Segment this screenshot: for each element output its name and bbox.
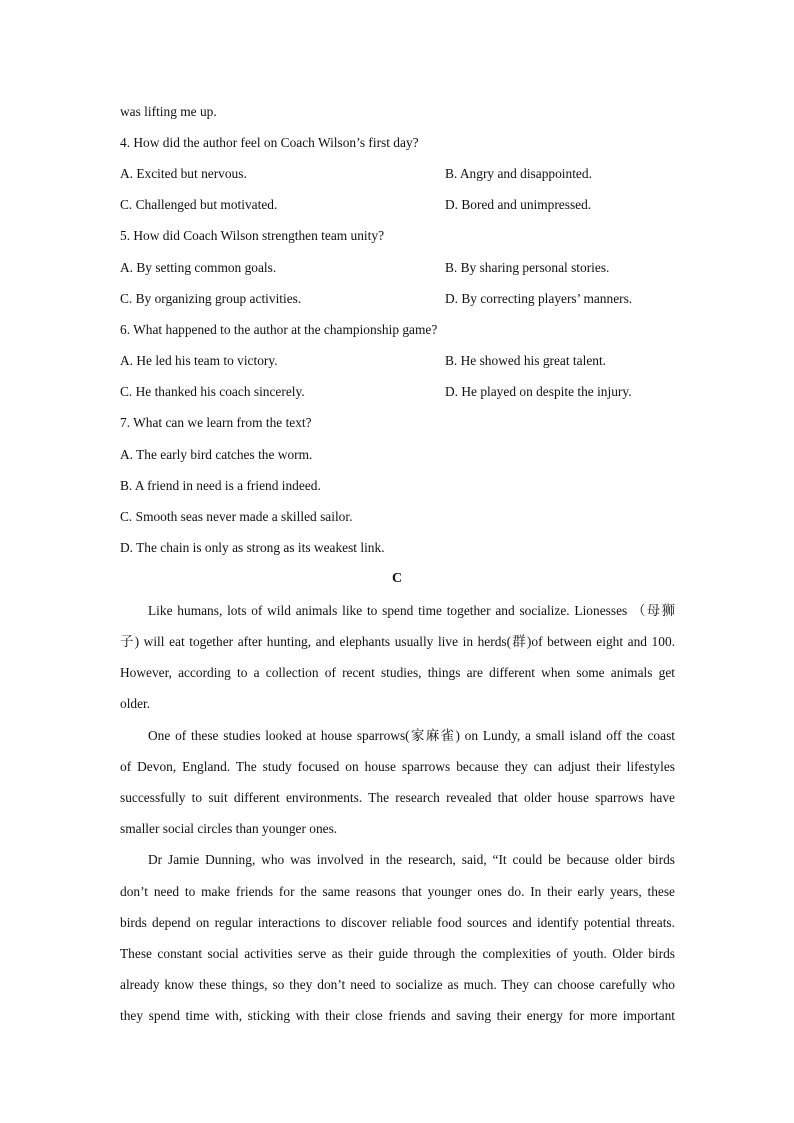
passage-paragraph-3-line: birds depend on regular interactions to discover reliable food sources and identify potential threats.	[120, 915, 675, 930]
passage-paragraph-1-line: older.	[120, 696, 151, 711]
question-6-option-b: B. He showed his great talent.	[445, 353, 607, 368]
previous-passage-ending: was lifting me up.	[120, 104, 217, 119]
question-7-option-a: A. The early bird catches the worm.	[120, 447, 313, 462]
question-5-stem: 5. How did Coach Wilson strengthen team unity?	[120, 228, 385, 243]
question-5-option-b: B. By sharing personal stories.	[445, 260, 610, 275]
passage-paragraph-2-line: successfully to suit different environments. The research revealed that older house sparrows have	[120, 790, 675, 805]
passage-paragraph-3-line: Dr Jamie Dunning, who was involved in the research, said, “It could be because older birds	[148, 852, 675, 867]
question-6-option-c: C. He thanked his coach sincerely.	[120, 384, 305, 399]
passage-paragraph-3-line: don’t need to make friends for the same reasons that younger ones do. In their early years, these	[120, 884, 675, 899]
question-5-option-d: D. By correcting players’ manners.	[445, 291, 633, 306]
question-6-option-a: A. He led his team to victory.	[120, 353, 278, 368]
question-7-option-b: B. A friend in need is a friend indeed.	[120, 478, 321, 493]
question-5-option-c: C. By organizing group activities.	[120, 291, 302, 306]
question-5-option-a: A. By setting common goals.	[120, 260, 277, 275]
passage-paragraph-1-line: However, according to a collection of recent studies, things are different when some animals get	[120, 665, 675, 680]
question-4-option-c: C. Challenged but motivated.	[120, 197, 278, 212]
question-7-option-d: D. The chain is only as strong as its weakest link.	[120, 540, 385, 555]
question-6-stem: 6. What happened to the author at the championship game?	[120, 322, 438, 337]
question-4-option-a: A. Excited but nervous.	[120, 166, 247, 181]
passage-paragraph-1-line: 子) will eat together after hunting, and elephants usually live in herds(群)of between eight and 100.	[120, 634, 675, 649]
question-7-option-c: C. Smooth seas never made a skilled sailor.	[120, 509, 353, 524]
question-4-stem: 4. How did the author feel on Coach Wilson’s first day?	[120, 135, 419, 150]
passage-paragraph-1-line: Like humans, lots of wild animals like to spend time together and socialize. Lionesses （母狮	[148, 603, 675, 618]
question-4-option-b: B. Angry and disappointed.	[445, 166, 592, 181]
passage-paragraph-2-line: One of these studies looked at house sparrows(家麻雀) on Lundy, a small island off the coast	[148, 728, 675, 743]
passage-paragraph-3-line: These constant social activities serve as their guide through the complexities of youth. Older birds	[120, 946, 675, 961]
passage-paragraph-3-line: already know these things, so they don’t need to socialize as much. They can choose carefully who	[120, 977, 675, 992]
passage-paragraph-2-line: smaller social circles than younger ones.	[120, 821, 338, 836]
passage-paragraph-2-line: of Devon, England. The study focused on house sparrows because they can adjust their lifestyles	[120, 759, 675, 774]
question-6-option-d: D. He played on despite the injury.	[445, 384, 632, 399]
question-7-stem: 7. What can we learn from the text?	[120, 415, 312, 430]
section-heading: C	[391, 571, 403, 586]
question-4-option-d: D. Bored and unimpressed.	[445, 197, 592, 212]
passage-paragraph-3-line: they spend time with, sticking with their close friends and saving their energy for more important	[120, 1008, 675, 1023]
